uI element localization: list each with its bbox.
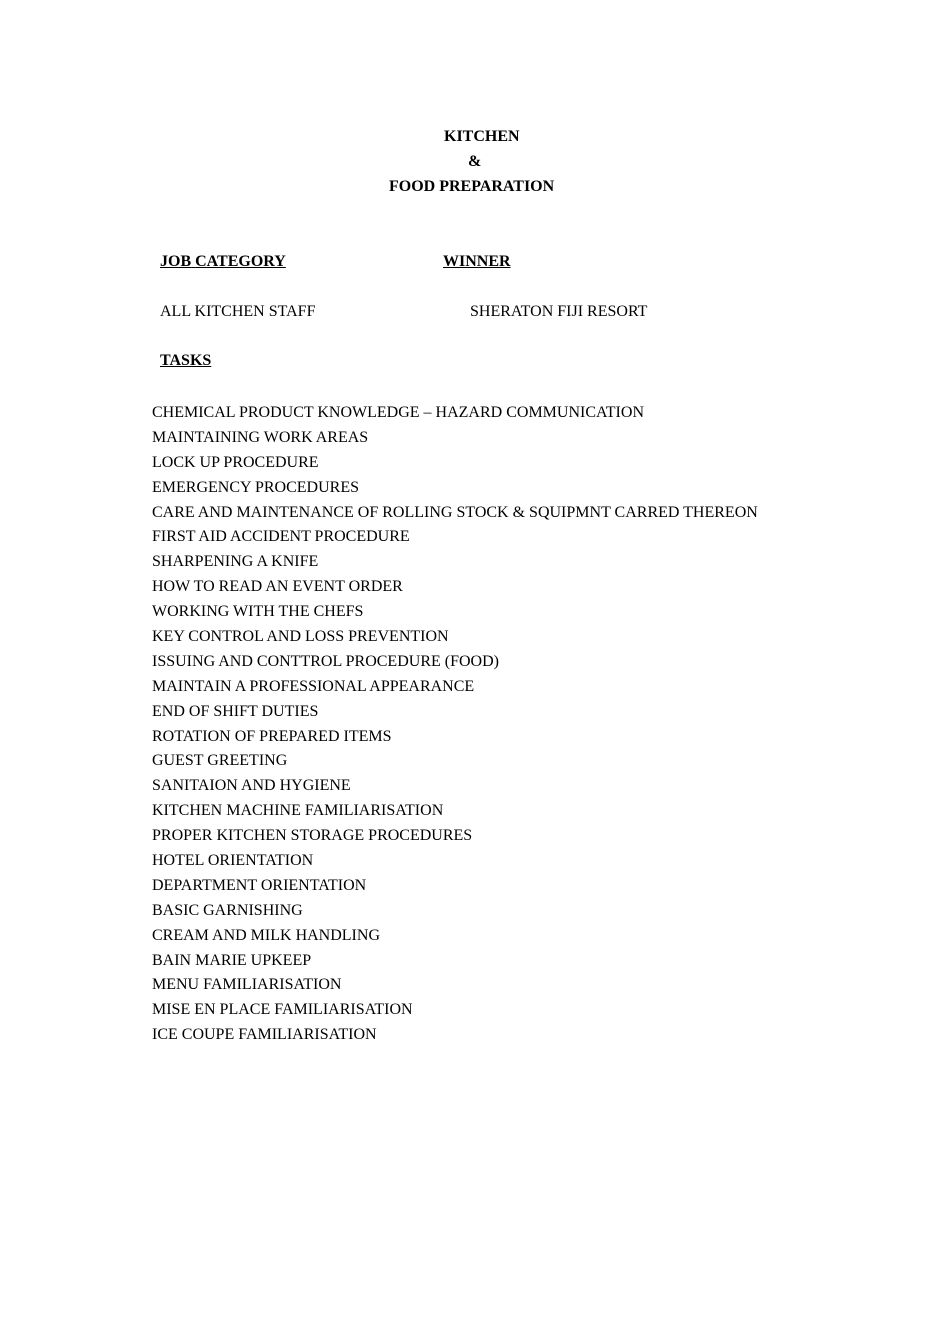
tasks-heading: TASKS — [160, 352, 212, 369]
task-item: SHARPENING A KNIFE — [152, 553, 319, 571]
task-item: DEPARTMENT ORIENTATION — [152, 876, 367, 894]
job-category-heading-part2: CATEGORY — [195, 253, 286, 270]
task-item: PROPER KITCHEN STORAGE PROCEDURES — [152, 827, 473, 845]
task-item: END OF SHIFT DUTIES — [152, 702, 319, 720]
task-item: FIRST AID ACCIDENT PROCEDURE — [152, 528, 410, 546]
title-food-preparation: FOOD PREPARATION — [389, 178, 555, 195]
task-list — [152, 401, 758, 1048]
task-item: GUEST GREETING — [152, 752, 288, 770]
job-category-value: ALL KITCHEN STAFF — [160, 303, 316, 320]
job-category-heading — [160, 252, 286, 272]
winner-heading: WINNER — [443, 253, 511, 270]
job-category-heading-part1: JOB — [160, 253, 192, 270]
task-item: HOW TO READ AN EVENT ORDER — [152, 578, 403, 596]
task-item: BAIN MARIE UPKEEP — [152, 951, 312, 969]
task-item: KITCHEN MACHINE FAMILIARISATION — [152, 802, 444, 820]
winner-value: SHERATON FIJI RESORT — [470, 303, 648, 320]
task-item: ICE COUPE FAMILIARISATION — [152, 1026, 377, 1044]
title-kitchen: KITCHEN — [444, 128, 520, 145]
task-item: SANITAION AND HYGIENE — [152, 777, 351, 795]
task-item: BASIC GARNISHING — [152, 901, 303, 919]
task-item: CARE AND MAINTENANCE OF ROLLING STOCK & SQUIPMNT CARRED THEREON — [152, 503, 758, 521]
task-item: CHEMICAL PRODUCT KNOWLEDGE – HAZARD COMMUNICATION — [152, 404, 644, 421]
task-item: EMERGENCY PROCEDURES — [152, 478, 359, 496]
task-item: MISE EN PLACE FAMILIARISATION — [152, 1001, 413, 1019]
task-item: ISSUING AND CONTTROL PROCEDURE (FOOD) — [152, 652, 499, 670]
title-ampersand: & — [468, 153, 482, 170]
task-item: MAINTAINING WORK AREAS — [152, 428, 369, 446]
task-item: ROTATION OF PREPARED ITEMS — [152, 727, 392, 745]
task-item: HOTEL ORIENTATION — [152, 852, 314, 870]
task-item: KEY CONTROL AND LOSS PREVENTION — [152, 628, 449, 646]
task-item: MAINTAIN A PROFESSIONAL APPEARANCE — [152, 677, 475, 695]
task-item: LOCK UP PROCEDURE — [152, 453, 319, 471]
task-item: CREAM AND MILK HANDLING — [152, 926, 380, 944]
task-item: WORKING WITH THE CHEFS — [152, 603, 364, 621]
task-item: MENU FAMILIARISATION — [152, 976, 342, 994]
